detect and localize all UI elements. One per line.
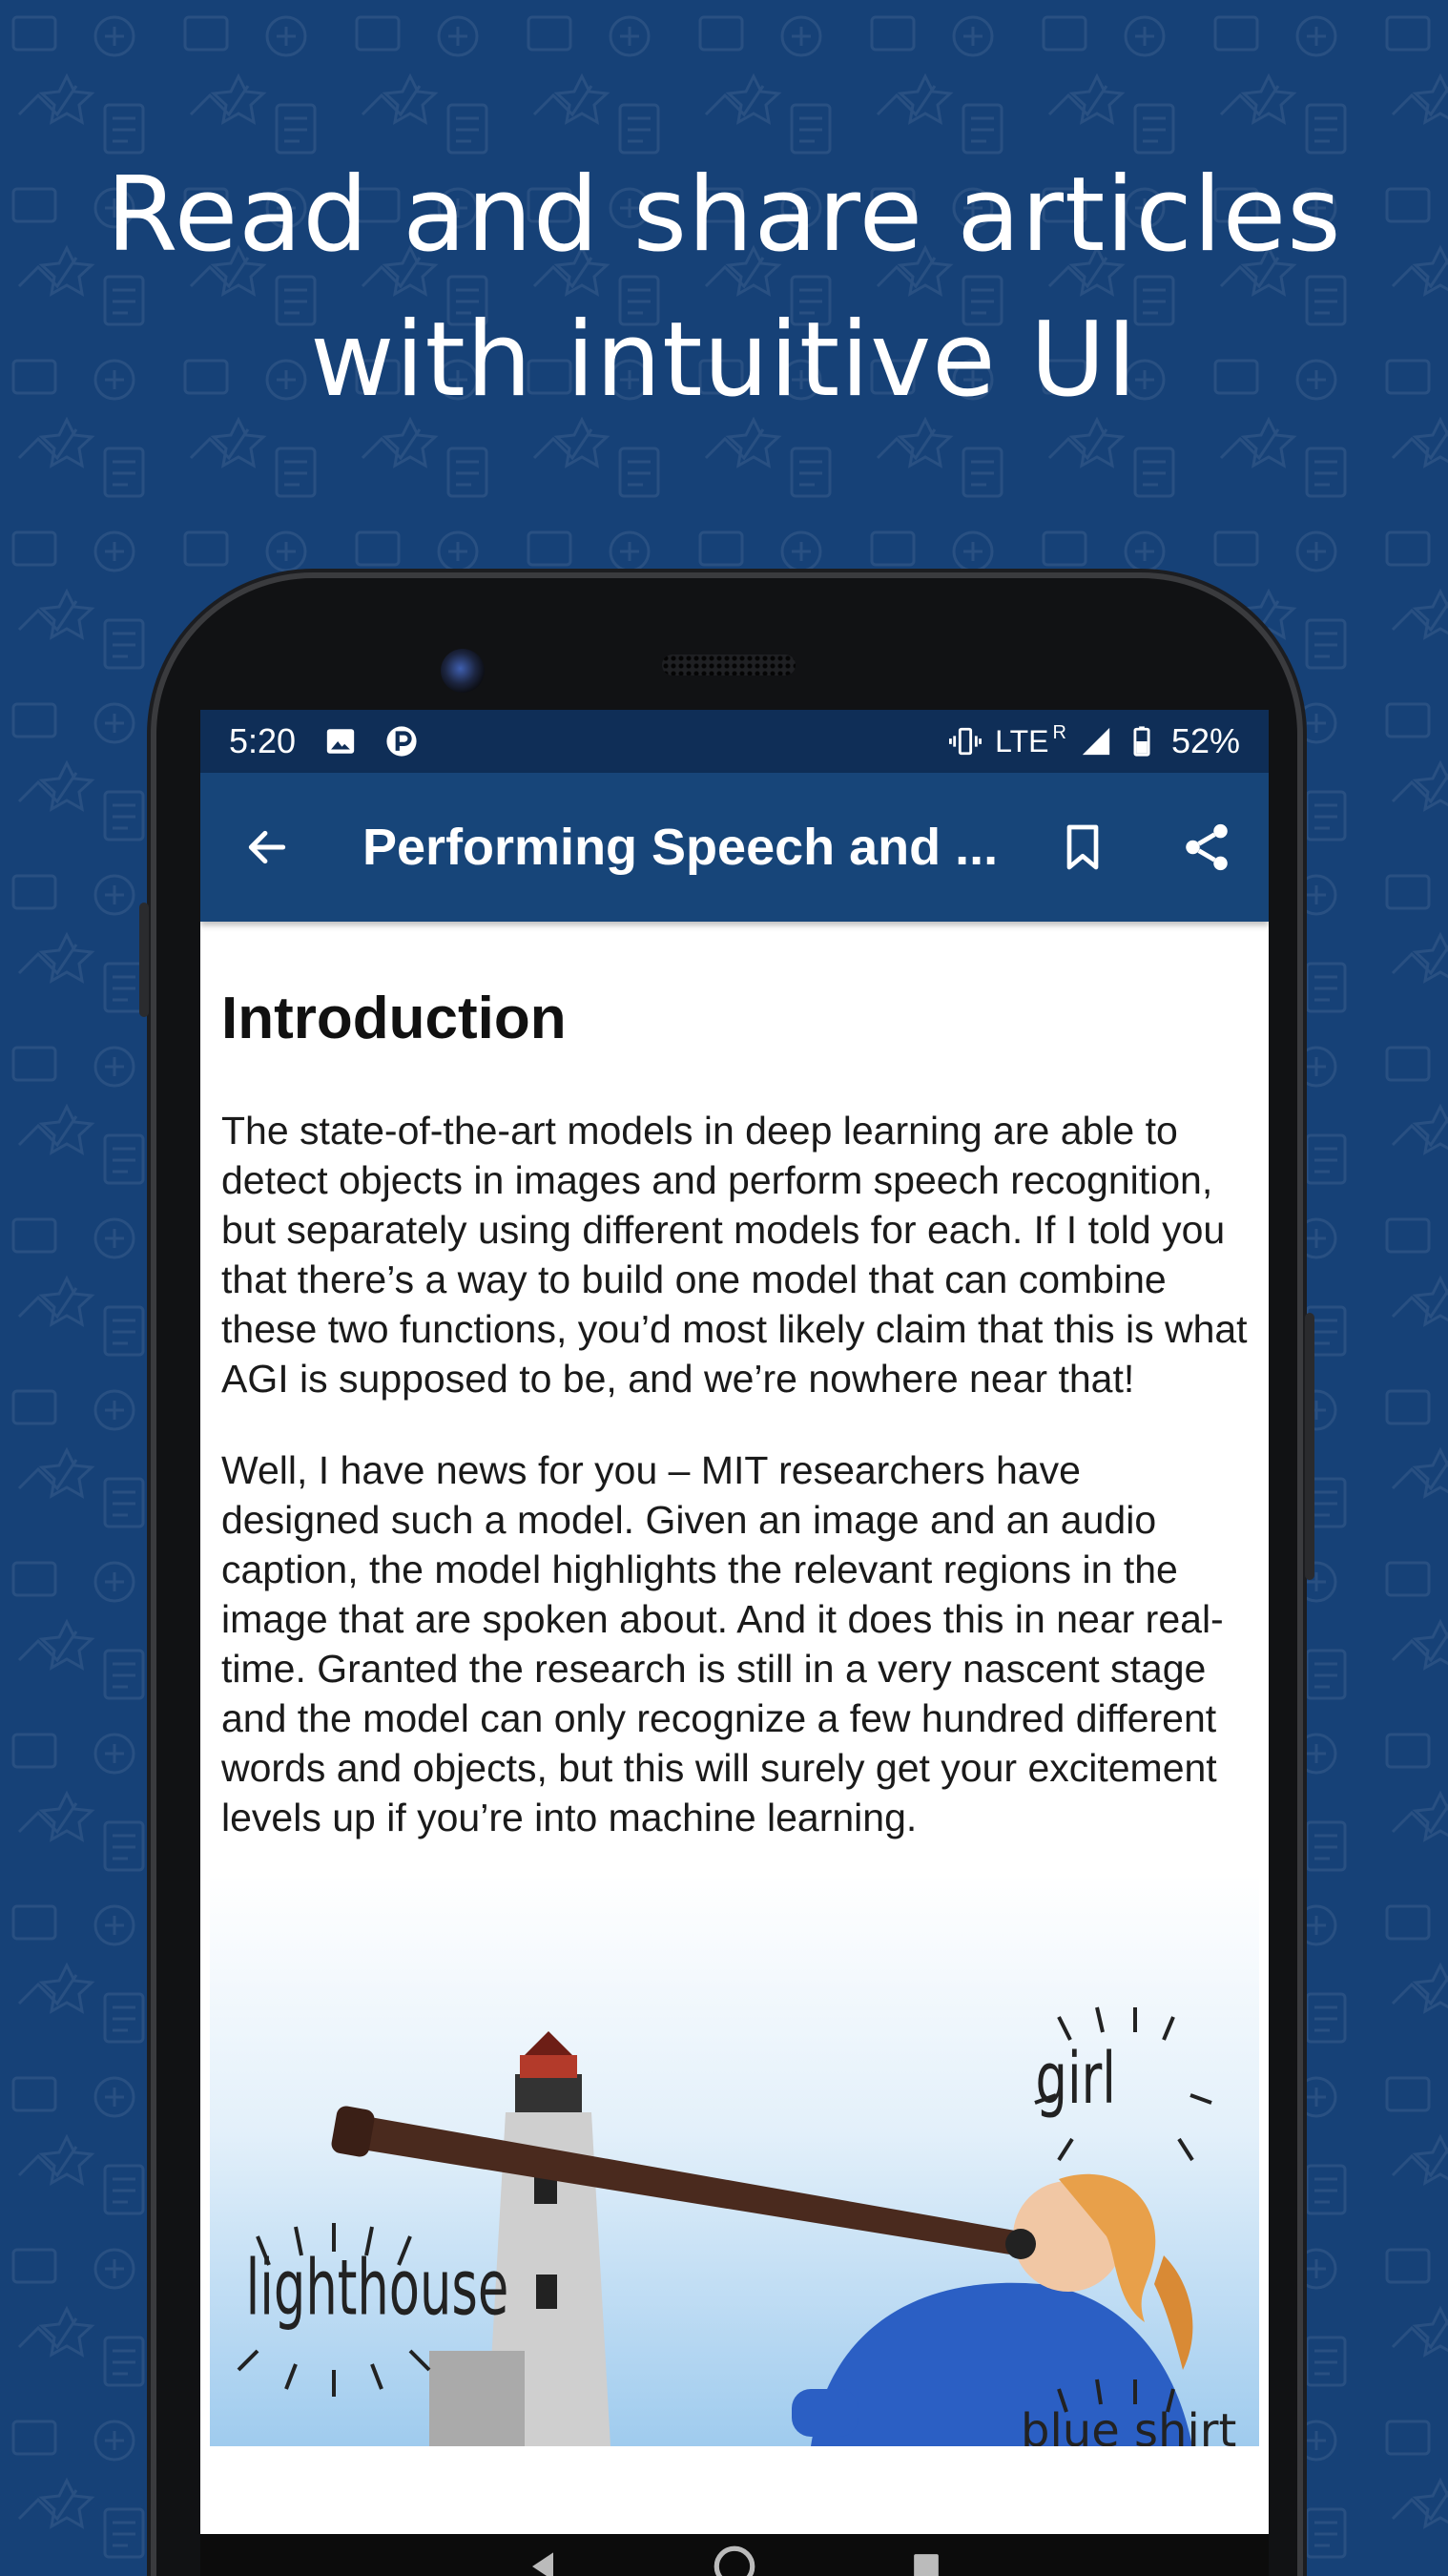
back-arrow-icon: [243, 823, 291, 871]
article-image: [200, 1874, 1269, 2446]
navigation-bar: [200, 2534, 1269, 2576]
phone-side-button: [139, 903, 149, 1017]
network-type: LTE: [995, 723, 1049, 758]
share-icon: [1179, 820, 1234, 875]
bookmark-icon: [1056, 819, 1109, 876]
article-title: Performing Speech and ...: [362, 819, 999, 876]
battery-percent: 52%: [1170, 721, 1240, 760]
headline: [0, 143, 1448, 433]
battery-icon: [1126, 725, 1158, 758]
back-button[interactable]: [200, 773, 334, 922]
phone-volume-button: [1305, 1313, 1314, 1580]
article-paragraph-2: Well, I have news for you – MIT researchers have designed such a model. Given an image and an audio caption, the model highlights the relevant regions in the image that are spoken about. And it does this in near real-time. Granted the research is still in a very nascent stage and the model can only recognize a few hundred different words and objects, but this will surely get your excitement levels up if you’re into machine learning.: [221, 1448, 1224, 1839]
figure-label-girl: girl: [1035, 2037, 1116, 2121]
bookmark-button[interactable]: [1021, 773, 1145, 922]
phone-frame: [151, 572, 1303, 2576]
nav-back-icon[interactable]: [522, 2545, 564, 2576]
nav-recents-icon[interactable]: [905, 2545, 947, 2576]
roaming-indicator: R: [1052, 721, 1066, 743]
figure-label-lighthouse: lighthouse: [245, 2244, 509, 2334]
headline-line-1: Read and share articles: [106, 156, 1342, 275]
nav-home-icon[interactable]: [711, 2543, 758, 2576]
article-paragraph-1: The state-of-the-art models in deep learning are able to detect objects in images and perform speech recognition, but separately using different models for each. If I told you that there’s a way to build one model that can combine these two functions, you’d most likely claim that this is what AGI is supposed to be, and we’re nowhere near that!: [221, 1109, 1248, 1401]
earpiece-speaker: [662, 654, 796, 675]
status-time: 5:20: [229, 721, 297, 760]
signal-icon: [1080, 725, 1112, 758]
app-bar: [200, 773, 1269, 922]
figure-label-shirt: blue shirt: [1021, 2404, 1237, 2446]
p-notification-icon: [385, 725, 418, 758]
headline-line-2: with intuitive UI: [310, 301, 1138, 420]
front-camera: [441, 649, 485, 693]
article-heading: Introduction: [221, 986, 567, 1051]
share-button[interactable]: [1145, 773, 1269, 922]
image-notification-icon: [324, 725, 357, 758]
status-bar: [200, 710, 1269, 773]
vibrate-icon: [949, 725, 982, 758]
phone-screen: [200, 710, 1269, 2576]
